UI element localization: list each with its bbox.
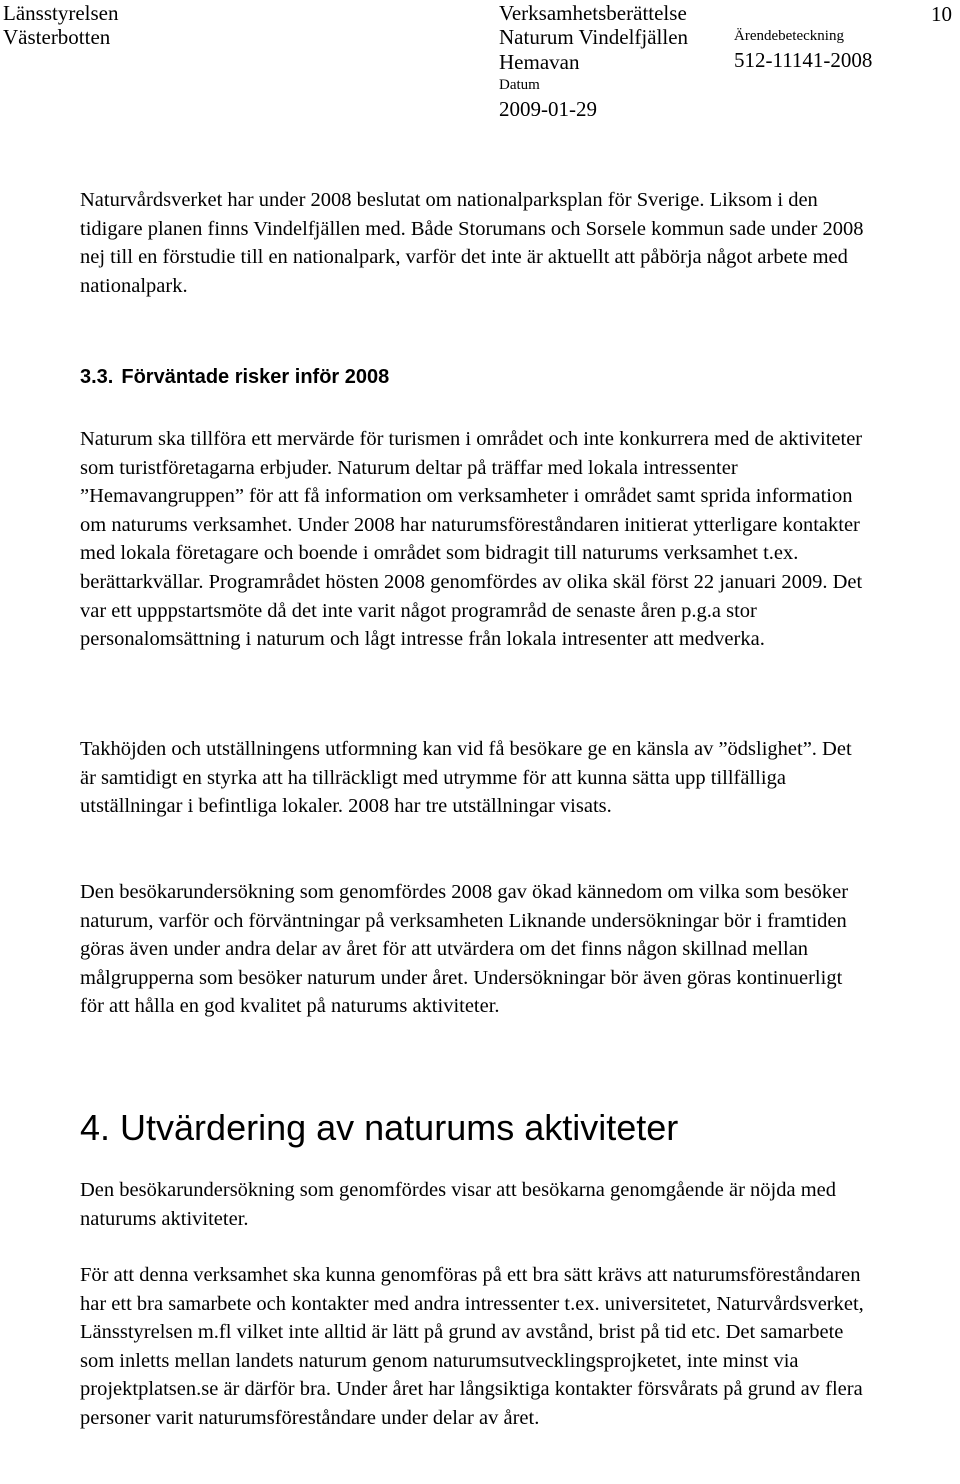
paragraph-takhojd: Takhöjden och utställningens utformning kan vid få besökare ge en känsla av ”ödslighet”. Det är samtidigt en styrka att ha tillräckligt med utrymme för att kunna sätta upp tillfälliga utställningar i befintliga lokaler. 2008 har tre utställningar visats.	[80, 738, 852, 818]
paragraph-samarbete: För att denna verksamhet ska kunna genomföras på ett bra sätt krävs att naturumsföreståndaren har ett bra samarbete och kontakter med andra intressenter t.ex. universitetet, Naturvårdsverket, Länsstyrelsen m.fl vilket inte alltid är lätt på grund av avstånd, brist på tid etc. Det samarbete som inletts mellan landets naturum genom naturumsutvecklingsprojketet, inte minst via projektplatsen.se är därför bra. Under året har långsiktiga kontakter försvårats på grund av flera personer varit naturumsföreståndare under delar av året.	[80, 1264, 864, 1429]
section-number: 3.3.	[80, 366, 114, 388]
paragraph-turism: Naturum ska tillföra ett mervärde för turismen i området och inte konkurrera med de aktiviteter som turistföretagarna erbjuder. Naturum deltar på träffar med lokala intressenter ”Hemavangruppen” för att få information om verksamheter i området samt sprida information om naturums verksamhet. Under 2008 har naturumsföreståndaren initierat ytterligare kontakter med lokala företagare och boende i området som bidragit till naturums verksamhet t.ex. berättarkvällar. Programrådet hösten 2008 genomfördes av olika skäl först 22 januari 2009. Det var ett upppstartsmöte då det inte varit något programråd de senaste åren p.g.a stor personalomsättning i naturum och lågt intresse från lokala intresenter att medverka.	[80, 428, 863, 651]
case-number-label: Ärendebeteckning	[734, 28, 844, 44]
document-subject-line1: Naturum Vindelfjällen	[499, 25, 689, 49]
date-value: 2009-01-29	[499, 97, 597, 121]
paragraph-nojda-besokare: Den besökarundersökning som genomfördes visar att besökarna genomgående är nöjda med naturums aktiviteter.	[80, 1179, 836, 1230]
chapter-title: Utvärdering av naturums aktiviteter	[120, 1107, 679, 1148]
document-type: Verksamhetsberättelse	[499, 1, 687, 25]
org-name-line2: Västerbotten	[3, 25, 111, 49]
case-number-value: 512-11141-2008	[734, 48, 873, 72]
org-name-line1: Länsstyrelsen	[3, 1, 119, 25]
paragraph-nationalpark: Naturvårdsverket har under 2008 beslutat om nationalparksplan för Sverige. Liksom i den tidigare planen finns Vindelfjällen med. Både Storumans och Sorsele kommun sade under 2008 nej till en förstudie till en nationalpark, varför det inte är aktuellt att påbörja något arbete med nationalpark.	[80, 189, 864, 297]
paragraph-besokarundersokning: Den besökarundersökning som genomfördes 2008 gav ökad kännedom om vilka som besöker naturum, varför och förväntningar på verksamheten Liknande undersökningar bör i framtiden göras även under andra delar av året för att utvärdera om det finns någon skillnad mellan målgrupperna som besöker naturum under året. Undersökningar bör även göras kontinuerligt för att hålla en god kvalitet på naturums aktiviteter.	[80, 881, 849, 1018]
page-number: 10	[931, 2, 952, 26]
document-subject-line2: Hemavan	[499, 50, 580, 74]
chapter-number: 4.	[80, 1107, 111, 1148]
date-label: Datum	[499, 77, 540, 93]
section-title: Förväntade risker inför 2008	[121, 366, 390, 388]
chapter-heading-4	[80, 1106, 678, 1150]
section-heading-3-3	[80, 364, 389, 390]
